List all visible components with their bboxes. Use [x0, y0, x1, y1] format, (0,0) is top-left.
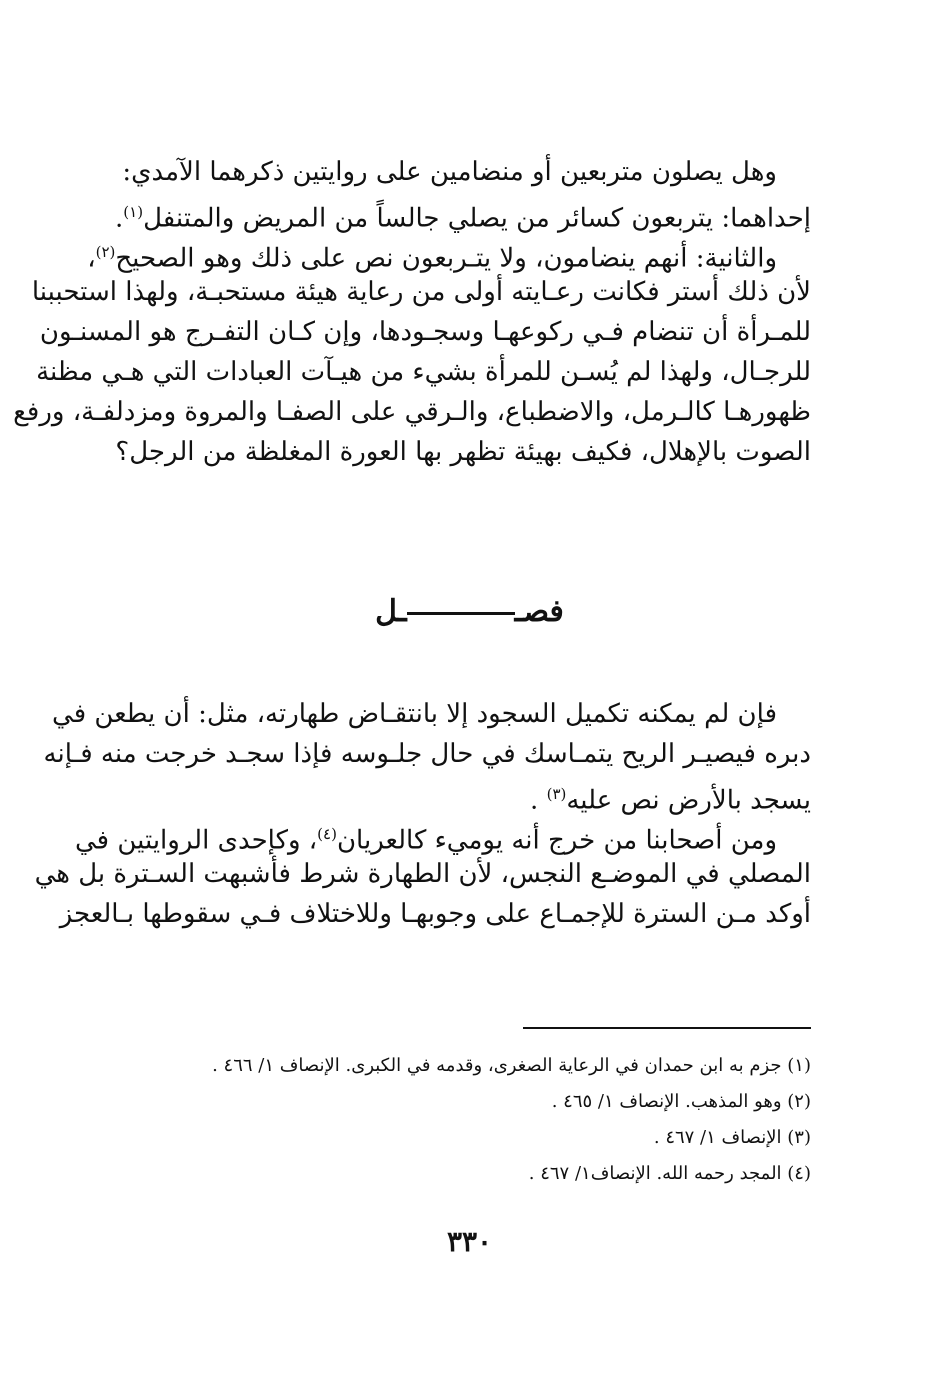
- text-line: [87, 232, 811, 274]
- footnote-3: (٣) الإنصاف ١/ ٤٦٧ .: [653, 1127, 811, 1148]
- text-segment: والثانية: أنهم ينضامون، ولا يتـربعون نص على ذلك وهو الصحيح: [115, 243, 777, 274]
- page-number: ٣٣٠: [446, 1225, 493, 1258]
- paragraph-2: [34, 694, 811, 934]
- text-line: للمـرأة أن تنضام فـي ركوعهـا وسجـودها، وإن كـان التفـرج هو المسنـون: [39, 317, 811, 347]
- text-line: [123, 774, 811, 814]
- footnote-1: (١) جزم به ابن حمدان في الرعاية الصغرى، وقدمه في الكبرى. الإنصاف ١/ ٤٦٦ .: [212, 1055, 811, 1076]
- text-line: الصوت بالإهلال، فكيف بهيئة تظهر بها العورة المغلظة من الرجل؟: [115, 437, 811, 467]
- text-line: وهل يصلون متربعين أو منضامين على روايتين ذكرهما الآمدي:: [122, 157, 777, 187]
- text-line: أوكد مـن السترة للإجمـاع على وجوبهـا وللاختلاف فـي سقوطها بـالعجز: [59, 899, 811, 929]
- footnotes: [123, 1048, 811, 1192]
- paragraph-1: [13, 152, 811, 472]
- punctuation: .: [115, 203, 124, 234]
- text-line: لأن ذلك أستر فكانت رعـايته أولى من رعاية هيئة مستحبـة، ولهذا استحببنا: [31, 277, 811, 307]
- text-segment: إحداهما: يتربعون كسائر من يصلي جالساً من المريض والمتنفل: [143, 203, 811, 234]
- punctuation: .: [530, 785, 539, 816]
- heading-start: فصـ: [514, 594, 564, 629]
- footnote-2: (٢) وهو المذهب. الإنصاف ١/ ٤٦٥ .: [551, 1091, 811, 1112]
- text-segment: ، وكإحدى الروايتين في: [74, 825, 318, 856]
- text-line: ظهورهـا كالـرمل، والاضطباع، والـرقي على الصفـا والمروة ومزدلفـة، ورفع: [13, 397, 811, 427]
- footnote-ref: (٢): [95, 243, 116, 261]
- text-line: دبره فيصيـر الريح يتمـاسك في حال جلـوسه فإذا سجـد خرجت منه فـإنه: [43, 739, 811, 769]
- footnote-4: (٤) المجد رحمه الله. الإنصاف١/ ٤٦٧ .: [528, 1163, 811, 1184]
- kashida-stretch: [407, 612, 515, 615]
- text-line: المصلي في الموضـع النجس، لأن الطهارة شرط فأشبهت السـترة بل هي: [34, 859, 811, 889]
- footnote-ref: (٤): [317, 825, 337, 843]
- text-segment: ومن أصحابنا من خرج أنه يوميء كالعريان: [336, 825, 777, 856]
- footnote-ref: (٣): [546, 785, 567, 803]
- text-line: [74, 814, 811, 856]
- footnote-divider: [523, 1027, 811, 1029]
- text-line: [115, 192, 811, 234]
- text-line: للرجـال، ولهذا لم يُسـن للمرأة بشيء من هيـآت العبادات التي هـي مظنة: [36, 357, 811, 387]
- text-line: فإن لم يمكنه تكميل السجود إلا بانتقـاض طهارته، مثل: أن يطعن في: [52, 699, 777, 729]
- section-heading: [0, 590, 939, 634]
- text-segment: يسجد بالأرض نص عليه: [566, 785, 811, 816]
- heading-end: ـل: [375, 594, 407, 629]
- punctuation: ،: [87, 243, 96, 274]
- footnote-ref: (١): [123, 203, 144, 221]
